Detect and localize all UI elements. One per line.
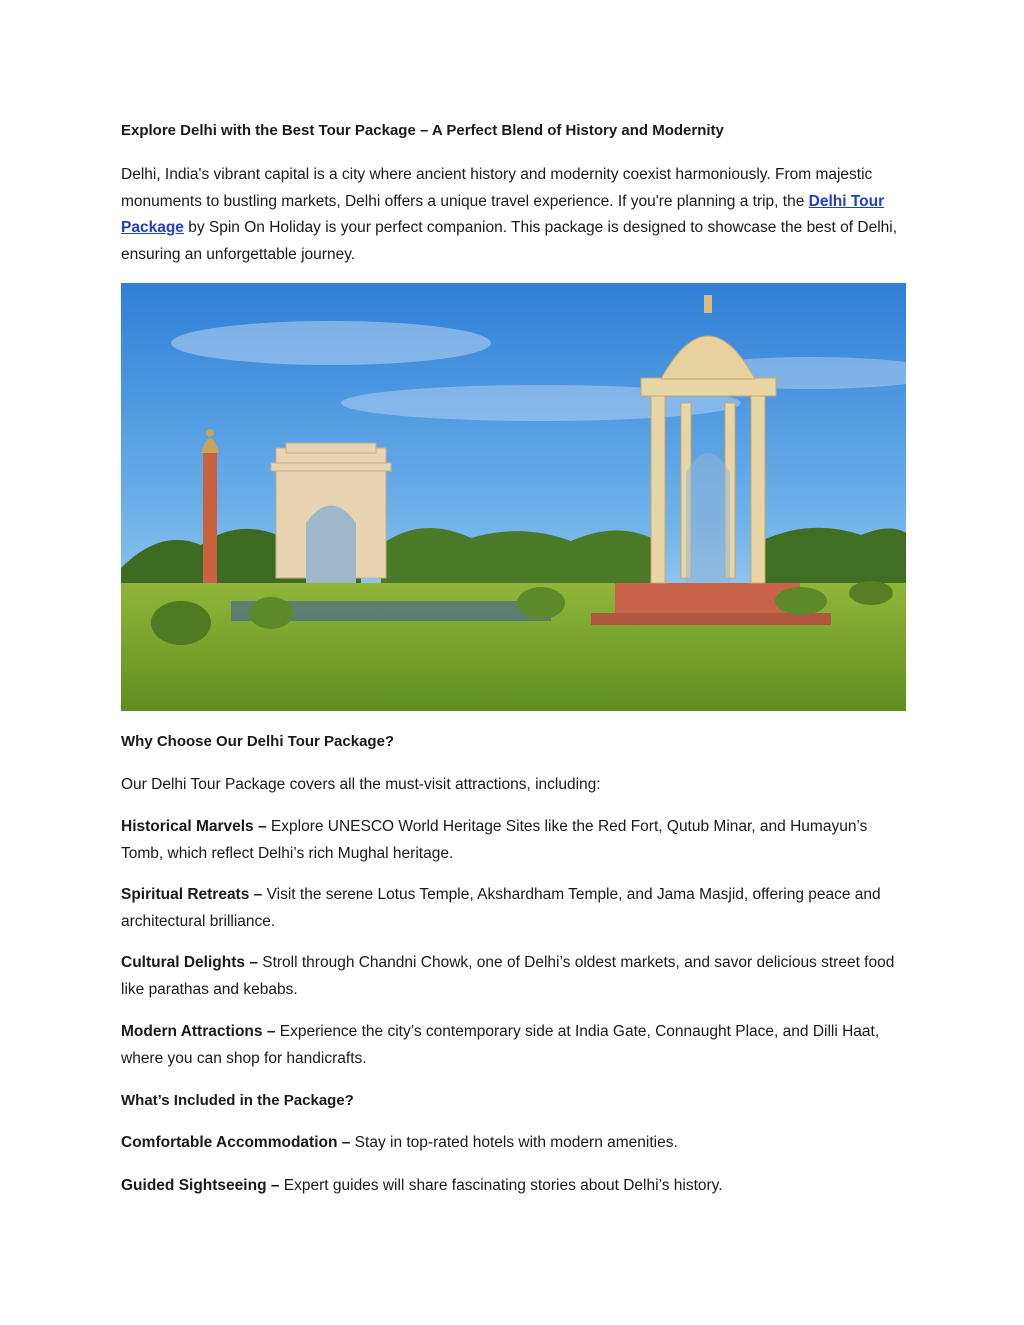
intro-paragraph [121, 162, 911, 268]
attraction-label: Modern Attractions – [121, 1023, 276, 1040]
attraction-text: Stroll through Chandni Chowk, one of Delhi’s oldest markets, and savor delicious street food like parathas and kebabs. [121, 954, 895, 998]
included-text: Stay in top-rated hotels with modern amenities. [350, 1134, 678, 1151]
included-label: Comfortable Accommodation – [121, 1134, 351, 1151]
attraction-label: Cultural Delights – [121, 954, 258, 971]
included-accommodation [121, 1130, 911, 1157]
document-title: Explore Delhi with the Best Tour Package – A Perfect Blend of History and Modernity [121, 122, 724, 139]
attraction-text: Visit the serene Lotus Temple, Akshardham Temple, and Jama Masjid, offering peace and architectural brilliance. [121, 886, 881, 930]
included-text: Expert guides will share fascinating stories about Delhi’s history. [279, 1177, 723, 1194]
included-sightseeing [121, 1173, 911, 1200]
included-heading: What’s Included in the Package? [121, 1092, 354, 1109]
attraction-label: Spiritual Retreats – [121, 886, 263, 903]
attraction-text: Experience the city’s contemporary side at India Gate, Connaught Place, and Dilli Haat, where you can shop for handicrafts. [121, 1023, 880, 1067]
attraction-spiritual-retreats [121, 882, 911, 935]
attraction-historical-marvels [121, 814, 911, 867]
why-choose-heading: Why Choose Our Delhi Tour Package? [121, 733, 395, 750]
india-gate-photo [121, 283, 906, 711]
why-choose-intro: Our Delhi Tour Package covers all the must-visit attractions, including: [121, 776, 601, 793]
intro-text-after-link: by Spin On Holiday is your perfect companion. This package is designed to showcase the best of Delhi, ensuring an unforgettable journey. [121, 219, 898, 263]
attraction-label: Historical Marvels – [121, 818, 267, 835]
attraction-text: Explore UNESCO World Heritage Sites like the Red Fort, Qutub Minar, and Humayun’s Tomb, which reflect Delhi’s rich Mughal heritage. [121, 818, 868, 862]
attraction-cultural-delights [121, 950, 911, 1003]
attraction-modern-attractions [121, 1019, 911, 1072]
intro-text-before-link: Delhi, India's vibrant capital is a city where ancient history and modernity coexist harmoniously. From majestic monuments to bustling markets, Delhi offers a unique travel experience. If you're planning a trip, the [121, 166, 873, 210]
delhi-tour-package-link[interactable]: Delhi Tour Package [121, 192, 885, 236]
included-label: Guided Sightseeing – [121, 1177, 280, 1194]
